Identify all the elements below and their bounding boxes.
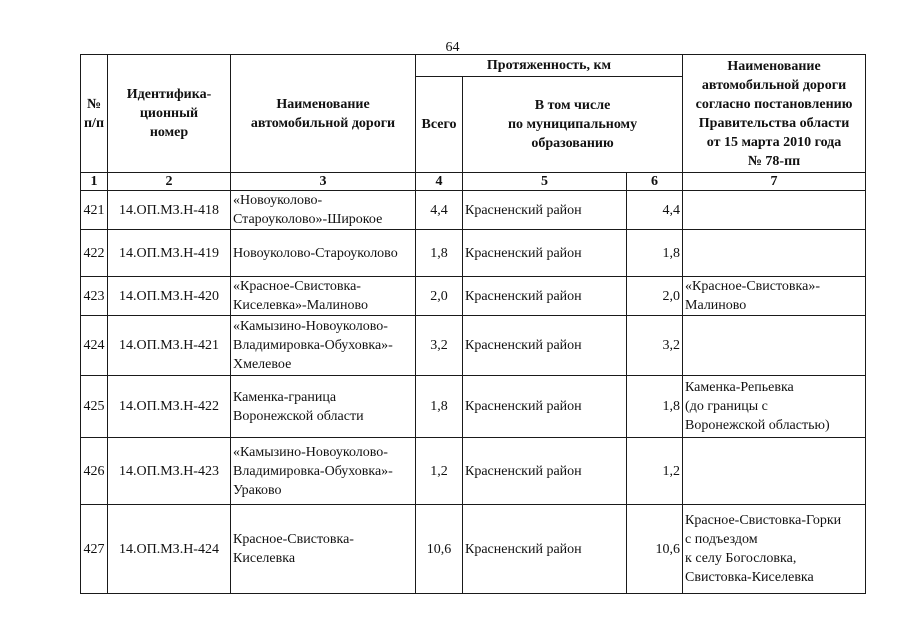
road-id: 14.ОП.МЗ.Н-423 [108,438,231,505]
total-length: 1,8 [416,230,463,277]
text-line: Наименование [727,58,821,74]
text-line: Каменка-граница [233,389,337,405]
row-number: 425 [81,376,108,438]
table-row [81,505,866,594]
roads-table [80,54,866,594]
row-number: 427 [81,505,108,594]
road-id: 14.ОП.МЗ.Н-419 [108,230,231,277]
header-length-group: Протяженность, км [416,55,683,77]
text-line: Красное-Свистовка-Горки [685,513,842,528]
total-length: 10,6 [416,505,463,594]
municipality: Красненский район [463,505,627,594]
text-line: п/п [83,115,105,131]
decree-road-name [683,505,866,594]
header-id [108,55,231,173]
header-municipal [463,77,683,173]
column-number: 2 [108,173,231,191]
column-number: 4 [416,173,463,191]
decree-road-name [683,316,866,376]
row-number: 422 [81,230,108,277]
decree-road-name [683,277,866,316]
column-numbers-row [81,173,866,191]
table-header [81,55,866,191]
decree-road-name [683,376,866,438]
text-line: «Камызино-Новоуколово- [233,319,388,334]
text-line: Воронежской области [233,408,364,424]
column-number: 3 [231,173,416,191]
row-number: 421 [81,191,108,230]
row-number: 424 [81,316,108,376]
text-line: Каменка-Репьевка [685,380,794,395]
municipality: Красненский район [463,230,627,277]
text-line: с подъездом [685,532,758,547]
text-line: Красное-Свистовка- [233,532,354,547]
text-line: номер [149,125,189,140]
road-id: 14.ОП.МЗ.Н-424 [108,505,231,594]
road-id: 14.ОП.МЗ.Н-420 [108,277,231,316]
column-number: 5 [463,173,627,191]
text-line: Владимировка-Обуховка»- [233,338,393,353]
text-line: Хмелевое [233,357,292,372]
row-number: 423 [81,277,108,316]
total-length: 1,8 [416,376,463,438]
text-line: Староуколово»-Широкое [233,212,383,227]
text-line: Правительства области [698,115,850,131]
header-decree-name [683,55,866,173]
municipality: Красненский район [463,316,627,376]
table-row [81,438,866,505]
header-road-name [231,55,416,173]
text-line: Киселевка»-Малиново [233,298,368,313]
municipal-length: 4,4 [627,191,683,230]
road-id: 14.ОП.МЗ.Н-421 [108,316,231,376]
text-line: В том числе [534,98,611,113]
road-id: 14.ОП.МЗ.Н-422 [108,376,231,438]
text-line: Свистовка-Киселевка [685,570,814,585]
municipal-length: 1,8 [627,230,683,277]
column-number: 7 [683,173,866,191]
total-length: 4,4 [416,191,463,230]
municipal-length: 10,6 [627,505,683,594]
table-row [81,191,866,230]
decree-road-name [683,438,866,505]
text-line: Идентифика- [126,87,212,102]
decree-road-name [683,191,866,230]
text-line: к селу Богословка, [685,551,797,566]
municipal-length: 1,2 [627,438,683,505]
road-name [231,191,416,230]
text-line: Воронежской областью) [685,418,830,433]
text-line: (до границы с [685,399,768,414]
table-row [81,277,866,316]
text-line: автомобильной дороги [250,115,396,131]
text-line: № 78-пп [747,153,801,169]
text-line: «Красное-Свистовка»- [685,279,820,294]
text-line: Владимировка-Обуховка»- [233,463,393,479]
municipal-length: 2,0 [627,277,683,316]
total-length: 3,2 [416,316,463,376]
road-name [231,438,416,505]
text-line: по муниципальному [507,117,638,132]
text-line: «Камызино-Новоуколово- [233,444,388,460]
decree-road-name [683,230,866,277]
text-line: Ураково [233,482,282,498]
municipality: Красненский район [463,277,627,316]
header-num [81,55,108,173]
road-id: 14.ОП.МЗ.Н-418 [108,191,231,230]
row-number: 426 [81,438,108,505]
text-line: согласно постановлению [695,96,853,112]
road-name [231,316,416,376]
text-line: ционный [139,106,199,121]
text-line: Наименование [276,96,370,112]
road-name [231,505,416,594]
text-line: Новоуколово-Староуколово [233,245,398,261]
total-length: 1,2 [416,438,463,505]
text-line: № [86,96,102,112]
page-number: 64 [445,40,460,55]
municipality: Красненский район [463,191,627,230]
table-row [81,316,866,376]
municipal-length: 3,2 [627,316,683,376]
text-line: автомобильной дороги [701,77,847,93]
municipality: Красненский район [463,438,627,505]
road-name [231,230,416,277]
text-line: Малиново [685,298,747,313]
text-line: Киселевка [233,551,296,566]
text-line: от 15 марта 2010 года [706,134,842,150]
column-number: 1 [81,173,108,191]
header-total: Всего [416,77,463,173]
road-name [231,376,416,438]
road-name [231,277,416,316]
text-line: «Красное-Свистовка- [233,279,361,294]
table-row [81,230,866,277]
municipality: Красненский район [463,376,627,438]
table-body [81,191,866,594]
column-number: 6 [627,173,683,191]
table-row [81,376,866,438]
total-length: 2,0 [416,277,463,316]
text-line: «Новоуколово- [233,193,323,208]
text-line: образованию [531,136,614,151]
municipal-length: 1,8 [627,376,683,438]
